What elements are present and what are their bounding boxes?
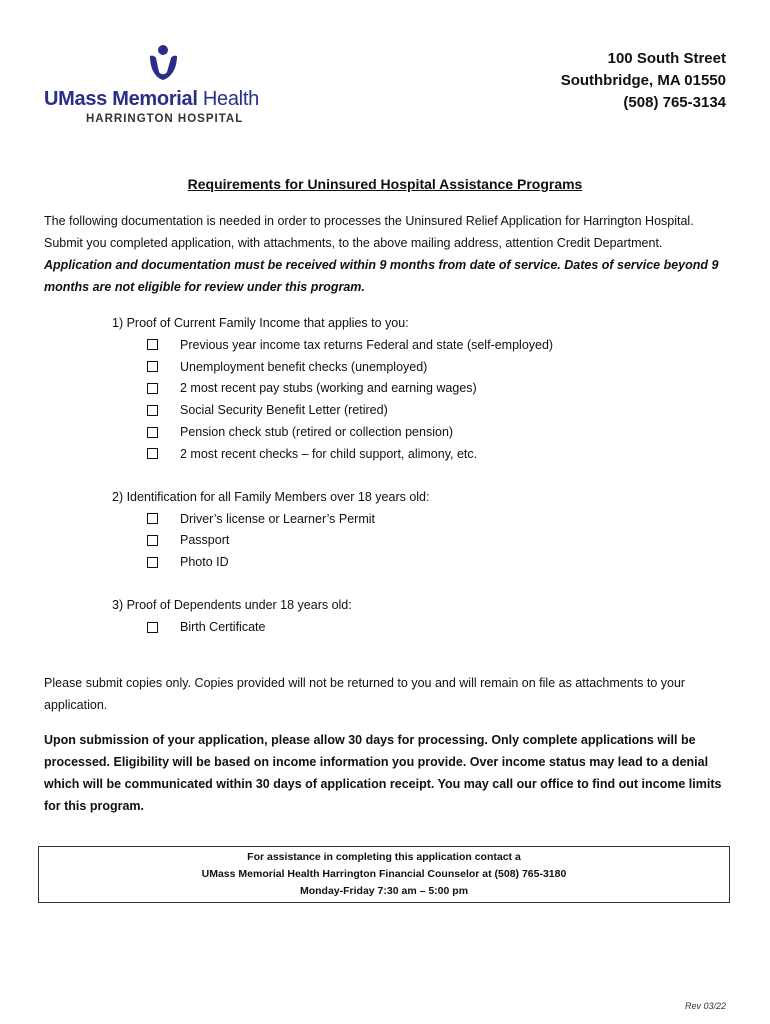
intro-deadline-note: Application and documentation must be received within 9 months from date of service. Dates of service beyond 9 months are not eligible for review under this program. xyxy=(44,258,719,294)
section-title: 2) Identification for all Family Members over 18 years old: xyxy=(112,489,430,504)
copies-note: Please submit copies only. Copies provided will not be returned to you and will remain on file as attachments to your application. xyxy=(44,676,686,712)
hospital-logo xyxy=(44,44,304,128)
contact-hours: Monday-Friday 7:30 am – 5:00 pm xyxy=(299,885,469,897)
brand-name xyxy=(44,88,259,111)
checklist-item xyxy=(147,530,712,552)
section-title: 3) Proof of Dependents under 18 years old: xyxy=(112,598,352,613)
checklist-item xyxy=(147,616,712,638)
section-income-proof xyxy=(112,313,712,465)
checklist-item-label: Passport xyxy=(180,533,230,548)
checklist-item-label: Previous year income tax returns Federal and state (self-employed) xyxy=(180,337,554,352)
checklist-item xyxy=(147,421,712,443)
intro-text: The following documentation is needed in order to processes the Uninsured Relief Application for Harrington Hospital. Submit you completed application, with attachments, to the above mailing address, attention Credit Department. xyxy=(44,214,694,250)
checklist-item-label: Photo ID xyxy=(180,555,229,570)
checkbox-icon xyxy=(147,427,158,438)
section-dependents xyxy=(112,595,712,638)
contact-box xyxy=(38,846,730,903)
hospital-address xyxy=(561,48,726,114)
intro-paragraph xyxy=(44,210,724,298)
checklist-item xyxy=(147,551,712,573)
brand-subtitle: HARRINGTON HOSPITAL xyxy=(86,113,244,125)
checkbox-icon xyxy=(147,383,158,394)
contact-line: For assistance in completing this application contact a xyxy=(247,851,521,863)
checklist-item-label: Unemployment benefit checks (unemployed) xyxy=(180,359,428,374)
checklist-item xyxy=(147,378,712,400)
checkbox-icon xyxy=(147,339,158,350)
address-phone: (508) 765-3134 xyxy=(623,94,726,111)
section-identification xyxy=(112,487,712,573)
checklist-item-label: Driver’s license or Learner’s Permit xyxy=(180,511,375,526)
checklist-item-label: Social Security Benefit Letter (retired) xyxy=(180,403,388,418)
person-heart-icon xyxy=(144,44,184,82)
checklist-item-label: 2 most recent checks – for child support, alimony, etc. xyxy=(180,446,478,461)
checkbox-icon xyxy=(147,448,158,459)
checklist-item xyxy=(147,399,712,421)
address-street: 100 South Street xyxy=(607,50,726,67)
requirements-list xyxy=(112,313,712,660)
checkbox-icon xyxy=(147,622,158,633)
checklist-item xyxy=(147,356,712,378)
checklist-item-label: Birth Certificate xyxy=(180,620,266,635)
checklist-item xyxy=(147,508,712,530)
address-city: Southbridge, MA 01550 xyxy=(560,72,726,89)
brand-name-light: Health xyxy=(197,88,259,110)
checkbox-icon xyxy=(147,557,158,568)
brand-name-bold: UMass Memorial xyxy=(44,88,198,110)
document-title: Requirements for Uninsured Hospital Assistance Programs xyxy=(187,176,583,192)
checkbox-icon xyxy=(147,405,158,416)
section-title: 1) Proof of Current Family Income that applies to you: xyxy=(112,316,409,330)
checkbox-icon xyxy=(147,361,158,372)
checkbox-icon xyxy=(147,535,158,546)
checklist-item-label: Pension check stub (retired or collection pension) xyxy=(180,425,454,440)
revision-label: Rev 03/22 xyxy=(684,1001,726,1011)
checkbox-icon xyxy=(147,513,158,524)
checklist-item-label: 2 most recent pay stubs (working and earning wages) xyxy=(180,381,477,396)
contact-line: UMass Memorial Health Harrington Financial Counselor at (508) 765-3180 xyxy=(201,868,567,880)
checklist-item xyxy=(147,443,712,465)
checklist-item xyxy=(147,334,712,356)
processing-note: Upon submission of your application, please allow 30 days for processing. Only complete applications will be processed. Eligibility will be based on income information you provide. Over income status may lead to a denial which will be communicated within 30 days of application receipt. You may call our office to find out income limits for this program. xyxy=(44,733,722,813)
